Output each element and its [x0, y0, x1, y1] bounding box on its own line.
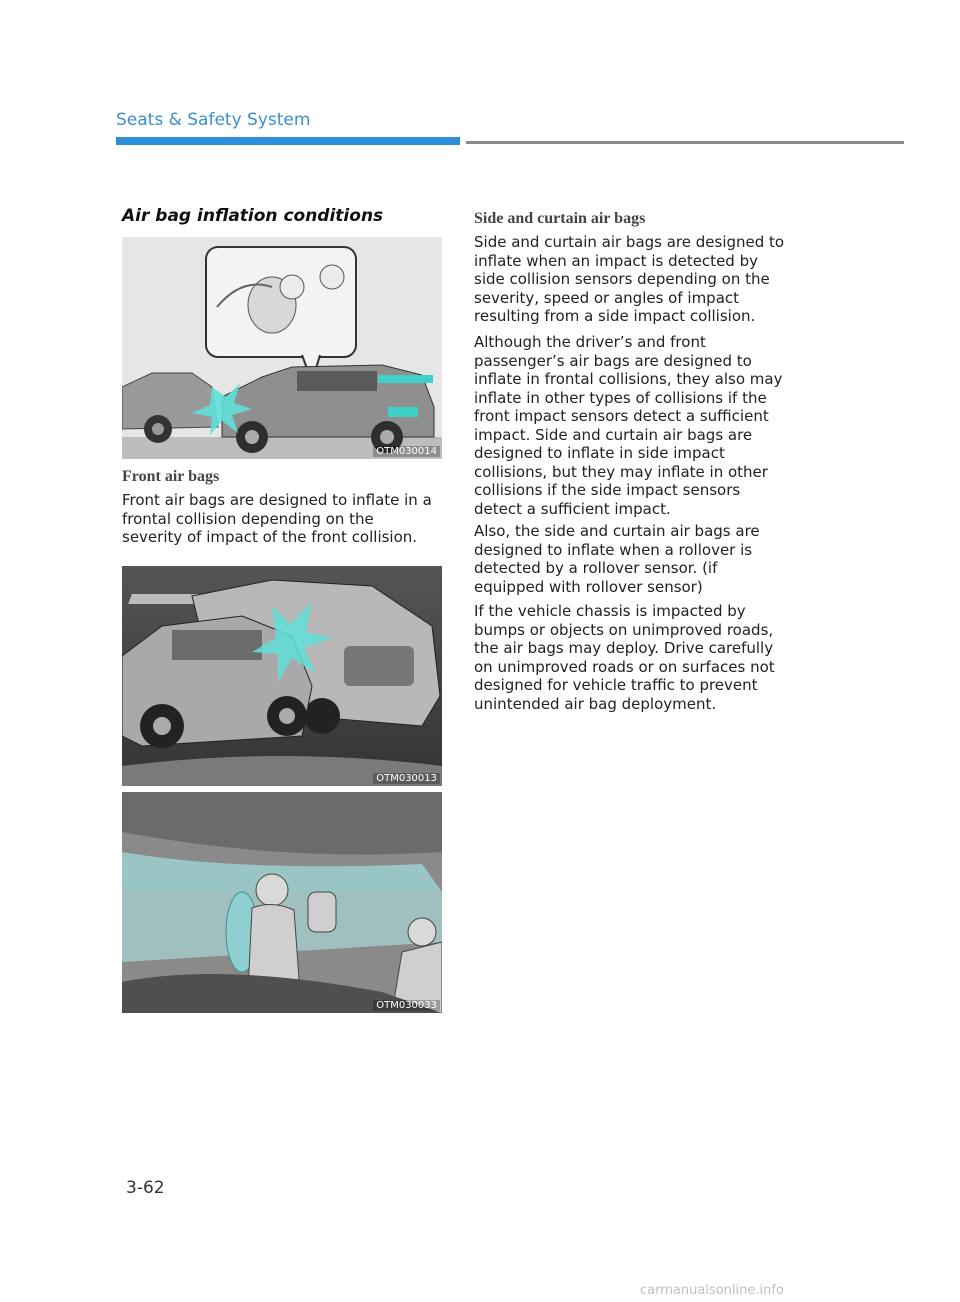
- front-collision-illustration: [122, 237, 442, 459]
- side-curtain-paragraph-3: Also, the side and curtain air bags are designed to inflate when a rollover is detected by a rollover sensor. (if equipped with rollover sensor): [474, 522, 760, 596]
- figure-front-collision-illustration: [122, 237, 442, 459]
- side-collision-illustration: [122, 566, 442, 786]
- header-divider-line: [466, 141, 904, 144]
- side-curtain-paragraph-1: Side and curtain air bags are designed to inflate when an impact is detected by side collision sensors depending on the severity, speed or angles of impact resulting from a side impact collision.: [474, 233, 785, 325]
- curtain-airbag-illustration: [122, 792, 442, 1013]
- figure-side-collision-illustration: [122, 566, 442, 786]
- figure-code: OTM030033: [373, 1000, 440, 1011]
- side-curtain-heading: Side and curtain air bags: [474, 210, 646, 227]
- figure-code: OTM030014: [373, 446, 440, 457]
- section-heading: Air bag inflation conditions: [122, 206, 384, 226]
- front-air-bags-paragraph: Front air bags are designed to inflate in a frontal collision depending on the severity of impact of the front collision.: [122, 491, 432, 546]
- figure-curtain-airbag-illustration: [122, 792, 442, 1013]
- side-curtain-paragraph-2: Although the driver’s and front passenger’s air bags are designed to inflate in frontal collisions, they also may inflate in other types of collisions if the front impact sensors detect a sufficient impact. Side and curtain air bags are designed to inflate in side impact collisions, but they may inflate in other collisions if the side impact sensors detect a sufficient impact.: [474, 333, 783, 518]
- side-curtain-paragraph-4: If the vehicle chassis is impacted by bumps or objects on unimproved roads, the air bags may deploy. Drive carefully on unimproved roads or on surfaces not designed for vehicle traffic to prevent unintended air bag deployment.: [474, 602, 775, 713]
- page-number: 3-62: [126, 1178, 165, 1198]
- section-header-title: Seats & Safety System: [116, 110, 311, 130]
- header-accent-bar: [116, 137, 460, 145]
- watermark: carmanualsonline.info: [640, 1283, 784, 1298]
- figure-code: OTM030013: [373, 773, 440, 784]
- front-air-bags-heading: Front air bags: [122, 468, 220, 485]
